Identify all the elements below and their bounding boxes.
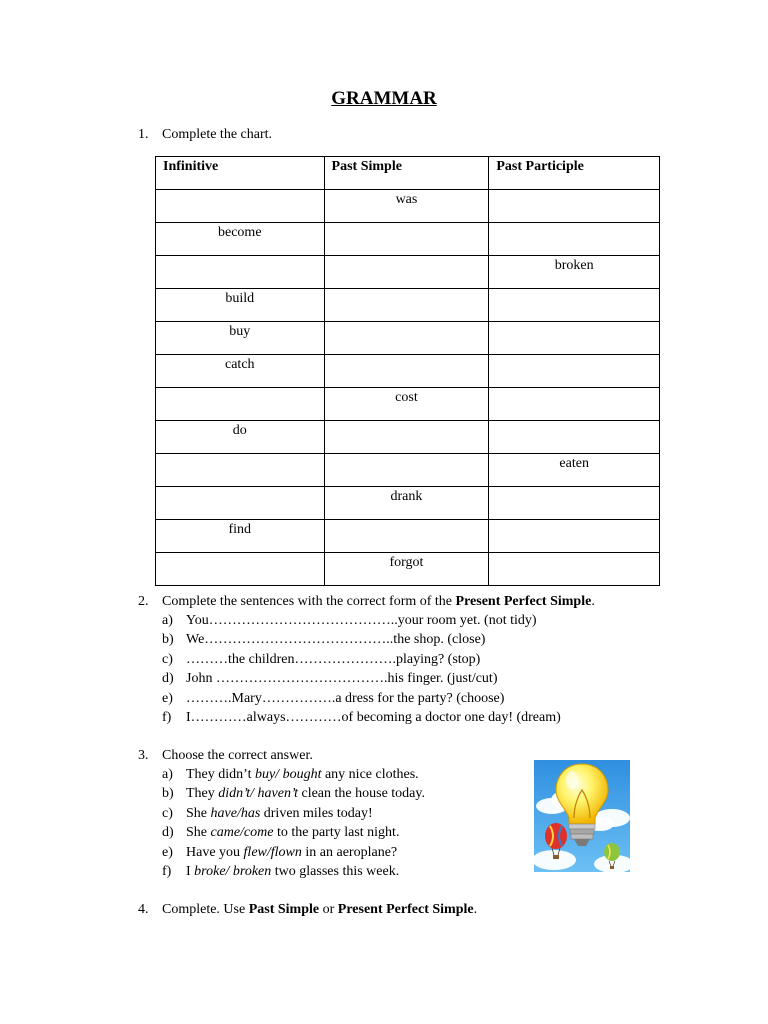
chart-cell[interactable] (324, 520, 489, 553)
chart-cell[interactable]: catch (156, 355, 325, 388)
question-number: 4. (138, 902, 149, 917)
lightbulb-balloons-image (534, 760, 630, 872)
item-letter: d) (162, 825, 174, 841)
list-item (162, 650, 561, 669)
chart-cell[interactable]: drank (324, 487, 489, 520)
question-text: Complete. Use (162, 902, 249, 917)
question-bold-text: Present Perfect Simple (455, 594, 592, 609)
table-row (156, 388, 660, 421)
question-text: Complete the chart. (162, 127, 273, 142)
question-bold-text: Present Perfect Simple (337, 902, 474, 917)
chart-cell[interactable] (324, 454, 489, 487)
verb-chart (155, 156, 660, 586)
item-letter: a) (162, 767, 173, 782)
question-text-mid: or (319, 902, 338, 917)
item-letter: b) (162, 786, 174, 802)
list-item (162, 804, 425, 823)
item-post: any nice clothes. (321, 767, 419, 782)
question-3-items (162, 765, 425, 881)
item-text: You…………………………………..your room yet. (not tidy) (186, 613, 537, 628)
chart-cell[interactable] (156, 190, 325, 223)
item-pre: She (186, 805, 211, 821)
chart-cell[interactable] (489, 520, 660, 553)
table-row (156, 223, 660, 256)
question-2-items (162, 611, 561, 727)
chart-cell[interactable] (324, 289, 489, 322)
table-row (156, 355, 660, 388)
item-letter: d) (162, 671, 174, 687)
item-pre: She (186, 825, 211, 841)
chart-cell[interactable] (324, 421, 489, 454)
item-letter: f) (162, 709, 172, 725)
header-infinitive: Infinitive (156, 157, 325, 190)
chart-cell[interactable] (489, 289, 660, 322)
item-choice: flew/flown (243, 844, 302, 860)
chart-cell[interactable] (489, 223, 660, 256)
item-letter: f) (162, 863, 172, 879)
item-text: ……….Mary…………….a dress for the party? (choose) (186, 690, 505, 706)
item-text: ………the children………………….playing? (stop) (186, 651, 481, 667)
table-row (156, 421, 660, 454)
list-item (162, 765, 425, 784)
chart-cell[interactable]: forgot (324, 553, 489, 586)
chart-cell[interactable] (324, 322, 489, 355)
chart-cell[interactable] (489, 388, 660, 421)
list-item (162, 843, 425, 862)
chart-cell[interactable]: was (324, 190, 489, 223)
question-2 (138, 592, 595, 611)
item-text: John ……………………………….his finger. (just/cut) (186, 671, 498, 687)
item-choice: broke/ broken (194, 863, 272, 879)
item-choice: have/has (210, 805, 261, 821)
question-end: . (591, 594, 595, 609)
question-text: Complete the sentences with the correct form of the (162, 594, 456, 609)
chart-cell[interactable] (324, 256, 489, 289)
question-4 (138, 900, 477, 919)
item-letter: c) (162, 805, 173, 821)
question-1 (138, 125, 272, 144)
item-post: driven miles today! (260, 805, 373, 821)
item-letter: e) (162, 690, 173, 706)
chart-cell[interactable]: cost (324, 388, 489, 421)
chart-cell[interactable] (489, 487, 660, 520)
item-letter: e) (162, 844, 173, 860)
list-item (162, 862, 425, 881)
item-post: to the party last night. (273, 825, 400, 841)
table-row (156, 553, 660, 586)
question-number: 1. (138, 127, 149, 142)
table-row (156, 322, 660, 355)
chart-cell[interactable] (489, 355, 660, 388)
question-number: 2. (138, 594, 149, 609)
item-pre: They didn’t (186, 767, 255, 782)
item-pre: They (186, 786, 219, 802)
list-item (162, 708, 561, 727)
item-post: two glasses this week. (271, 863, 400, 879)
chart-cell[interactable] (489, 421, 660, 454)
chart-cell[interactable] (324, 223, 489, 256)
table-row (156, 520, 660, 553)
list-item (162, 669, 561, 688)
item-post: in an aeroplane? (301, 844, 398, 860)
chart-cell[interactable] (156, 256, 325, 289)
item-choice: came/come (210, 825, 274, 841)
item-choice: buy/ bought (254, 767, 322, 782)
chart-cell[interactable] (489, 553, 660, 586)
chart-cell[interactable] (156, 553, 325, 586)
table-row (156, 487, 660, 520)
item-text: We…………………………………..the shop. (close) (186, 632, 486, 648)
page-title: GRAMMAR (331, 88, 437, 109)
question-end: . (473, 902, 478, 917)
table-row (156, 256, 660, 289)
list-item (162, 823, 425, 842)
chart-cell[interactable]: find (156, 520, 325, 553)
header-past-simple: Past Simple (324, 157, 489, 190)
list-item (162, 689, 561, 708)
list-item (162, 611, 561, 630)
item-post: clean the house today. (297, 786, 425, 802)
chart-cell[interactable] (489, 322, 660, 355)
chart-cell[interactable] (489, 190, 660, 223)
chart-cell[interactable] (324, 355, 489, 388)
chart-cell[interactable]: broken (489, 256, 660, 289)
item-letter: a) (162, 613, 173, 628)
table-row (156, 454, 660, 487)
item-letter: b) (162, 632, 174, 648)
table-row (156, 289, 660, 322)
question-number: 3. (138, 748, 149, 763)
list-item (162, 784, 425, 803)
table-row (156, 190, 660, 223)
chart-cell[interactable]: eaten (489, 454, 660, 487)
chart-cell[interactable] (156, 454, 325, 487)
question-text: Choose the correct answer. (162, 748, 313, 763)
list-item (162, 630, 561, 649)
question-bold-text: Past Simple (248, 902, 320, 917)
item-choice: didn’t/ haven’t (218, 786, 298, 802)
item-pre: I (186, 863, 195, 879)
header-past-participle: Past Participle (489, 157, 660, 190)
chart-cell[interactable]: build (156, 289, 325, 322)
chart-cell[interactable] (156, 388, 325, 421)
chart-cell[interactable]: buy (156, 322, 325, 355)
item-letter: c) (162, 651, 173, 667)
chart-cell[interactable]: do (156, 421, 325, 454)
item-pre: Have you (186, 844, 244, 860)
item-text: I…………always…………of becoming a doctor one day! (dream) (186, 709, 561, 725)
chart-cell[interactable]: become (156, 223, 325, 256)
chart-cell[interactable] (156, 487, 325, 520)
question-3 (138, 746, 313, 765)
